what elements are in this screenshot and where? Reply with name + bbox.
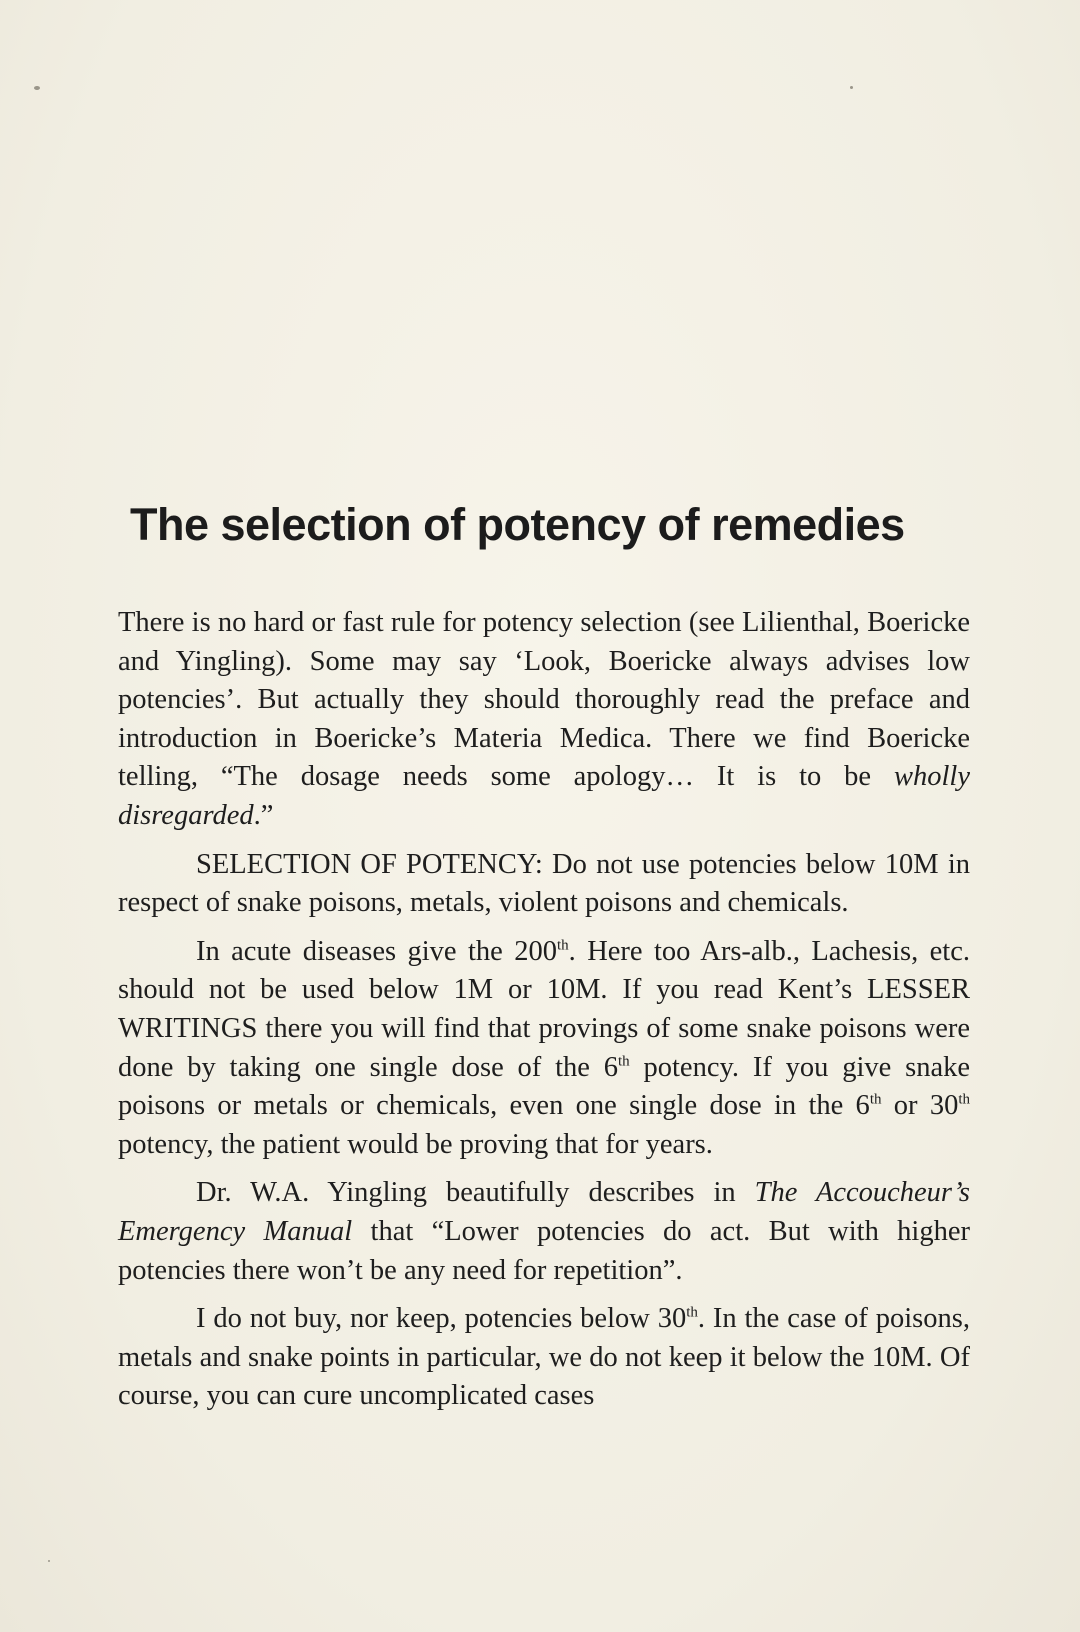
- paragraph-2: SELECTION OF POTENCY: Do not use potencies below 10M in respect of snake poisons, metals, violent poisons and chemicals.: [118, 848, 970, 919]
- italic-phrase: wholly disregarded: [118, 761, 970, 831]
- book-title: The Accoucheur’s Emergency Manual: [118, 1177, 970, 1247]
- paper-speck: [48, 1560, 50, 1562]
- body-text: [118, 604, 970, 1426]
- paragraph-1: There is no hard or fast rule for potency selection (see Lilienthal, Boericke and Yingling). Some may say ‘Look, Boericke always advises low potencies’. But actually they should thoroughly read the preface and introduction in Boericke’s Materia Medica. There we find Boericke telling, “The dosage needs some apology… It is to be wholly disregarded.”: [118, 607, 970, 831]
- paragraph-3: In acute diseases give the 200th. Here too Ars-alb., Lachesis, etc. should not be used below 1M or 10M. If you read Kent’s LESSER WRITINGS there you will find that provings of some snake poisons were done by taking one single dose of the 6th potency. If you give snake poisons or metals or chemicals, even one single dose in the 6th or 30th potency, the patient would be proving that for years.: [118, 935, 970, 1160]
- paper-speck: [34, 86, 40, 90]
- section-heading: The selection of potency of remedies: [130, 499, 905, 550]
- paragraph-5: I do not buy, nor keep, potencies below 30th. In the case of poisons, metals and snake points in particular, we do not keep it below the 10M. Of course, you can cure uncomplicated cases: [118, 1303, 970, 1412]
- paragraph-4: Dr. W.A. Yingling beautifully describes in The Accoucheur’s Emergency Manual that “Lower potencies do act. But with higher potencies there won’t be any need for repetition”.: [118, 1177, 970, 1286]
- paper-speck: [850, 86, 853, 89]
